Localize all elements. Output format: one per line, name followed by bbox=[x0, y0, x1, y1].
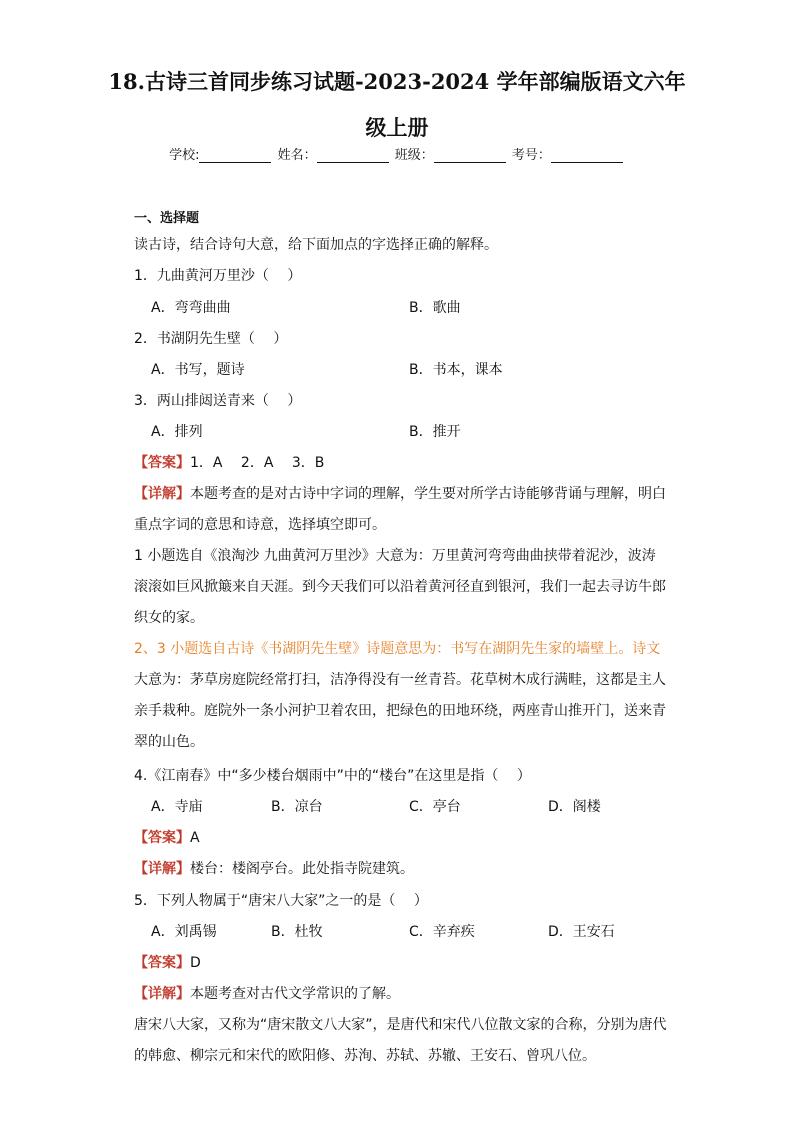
q5-option-b[interactable]: B．杜牧 bbox=[271, 924, 323, 940]
q3-option-b[interactable]: B．推开 bbox=[409, 424, 461, 440]
answer-text: 1．A 2．A 3．B bbox=[190, 455, 325, 471]
q4-option-d[interactable]: D．阁楼 bbox=[548, 799, 601, 815]
detail-1-3-line1 bbox=[134, 483, 666, 503]
page-title-line1: 18.古诗三首同步练习试题-2023-2024 学年部编版语文六年 bbox=[108, 69, 686, 94]
class-field[interactable] bbox=[434, 148, 506, 163]
number-field[interactable] bbox=[551, 148, 623, 163]
name-label: 姓名： bbox=[277, 148, 317, 163]
detail-p2-line1: 2、3 小题选自古诗《书湖阴先生壁》诗题意思为：书写在湖阴先生家的墙壁上。诗文 bbox=[134, 641, 661, 657]
detail-p1-line3: 织女的家。 bbox=[134, 610, 204, 626]
page-title-line2: 级上册 bbox=[365, 115, 429, 140]
answer-text: A bbox=[190, 830, 200, 846]
answer-1-3 bbox=[134, 452, 324, 472]
question-1: 1．九曲黄河万里沙（ ） bbox=[134, 268, 302, 284]
detail-text: 本题考查的是对古诗中字词的理解，学生要对所学古诗能够背诵与理解，明白 bbox=[190, 486, 666, 502]
section-heading: 一、选择题 bbox=[134, 211, 200, 226]
school-field[interactable] bbox=[199, 148, 271, 163]
detail-p1-line1: 1 小题选自《浪淘沙 九曲黄河万里沙》大意为：万里黄河弯弯曲曲挟带着泥沙，波涛 bbox=[134, 548, 656, 564]
q5-option-d[interactable]: D．王安石 bbox=[548, 924, 615, 940]
question-4: 4.《江南春》中“多少楼台烟雨中”中的“楼台”在这里是指（ ） bbox=[134, 768, 531, 784]
q5-option-c[interactable]: C．辛弃疾 bbox=[409, 924, 475, 940]
class-label: 班级： bbox=[394, 148, 434, 163]
name-field[interactable] bbox=[317, 148, 389, 163]
detail-label: 【详解】 bbox=[134, 986, 190, 1002]
question-5: 5．下列人物属于“唐宋八大家”之一的是（ ） bbox=[134, 893, 428, 909]
q2-option-b[interactable]: B．书本，课本 bbox=[409, 362, 503, 378]
q1-option-a[interactable]: A．弯弯曲曲 bbox=[151, 300, 231, 316]
detail-label: 【详解】 bbox=[134, 861, 190, 877]
q2-option-a[interactable]: A．书写，题诗 bbox=[151, 362, 245, 378]
detail-1-3-line2: 重点字词的意思和诗意，选择填空即可。 bbox=[134, 517, 386, 533]
question-3: 3．两山排闼送青来（ ） bbox=[134, 393, 302, 409]
answer-label: 【答案】 bbox=[134, 955, 190, 971]
detail-p2-line2: 大意为：茅草房庭院经常打扫，洁净得没有一丝青苔。花草树木成行满畦，这都是主人 bbox=[134, 672, 666, 688]
detail-4 bbox=[134, 858, 414, 878]
student-info-row bbox=[0, 144, 794, 163]
detail-5-line2: 的韩愈、柳宗元和宋代的欧阳修、苏洵、苏轼、苏辙、王安石、曾巩八位。 bbox=[134, 1048, 596, 1064]
instruction: 读古诗，结合诗句大意，给下面加点的字选择正确的解释。 bbox=[134, 237, 498, 253]
q1-option-b[interactable]: B．歌曲 bbox=[409, 300, 461, 316]
answer-text: D bbox=[190, 955, 201, 971]
detail-5-line1: 唐宋八大家，又称为“唐宋散文八大家”，是唐代和宋代八位散文家的合称，分别为唐代 bbox=[134, 1017, 667, 1033]
answer-5 bbox=[134, 952, 201, 972]
q4-option-b[interactable]: B．凉台 bbox=[271, 799, 323, 815]
detail-p2-line3: 亲手栽种。庭院外一条小河护卫着农田，把绿色的田地环绕，两座青山推开门，送来青 bbox=[134, 703, 666, 719]
detail-label: 【详解】 bbox=[134, 486, 190, 502]
q5-option-a[interactable]: A．刘禹锡 bbox=[151, 924, 217, 940]
q4-option-a[interactable]: A．寺庙 bbox=[151, 799, 203, 815]
q3-option-a[interactable]: A．排列 bbox=[151, 424, 203, 440]
number-label: 考号： bbox=[511, 148, 551, 163]
detail-p2-line4: 翠的山色。 bbox=[134, 734, 204, 750]
detail-p1-line2: 滚滚如巨风掀簸来自天涯。到今天我们可以沿着黄河径直到银河，我们一起去寻访牛郎 bbox=[134, 579, 666, 595]
q4-option-c[interactable]: C．亭台 bbox=[409, 799, 461, 815]
detail-5 bbox=[134, 983, 400, 1003]
detail-text: 本题考查对古代文学常识的了解。 bbox=[190, 986, 400, 1002]
question-2: 2．书湖阴先生壁（ ） bbox=[134, 331, 288, 347]
answer-label: 【答案】 bbox=[134, 830, 190, 846]
answer-4 bbox=[134, 827, 200, 847]
detail-text: 楼台：楼阁亭台。此处指寺院建筑。 bbox=[190, 861, 414, 877]
answer-label: 【答案】 bbox=[134, 455, 190, 471]
school-label: 学校: bbox=[169, 148, 200, 163]
